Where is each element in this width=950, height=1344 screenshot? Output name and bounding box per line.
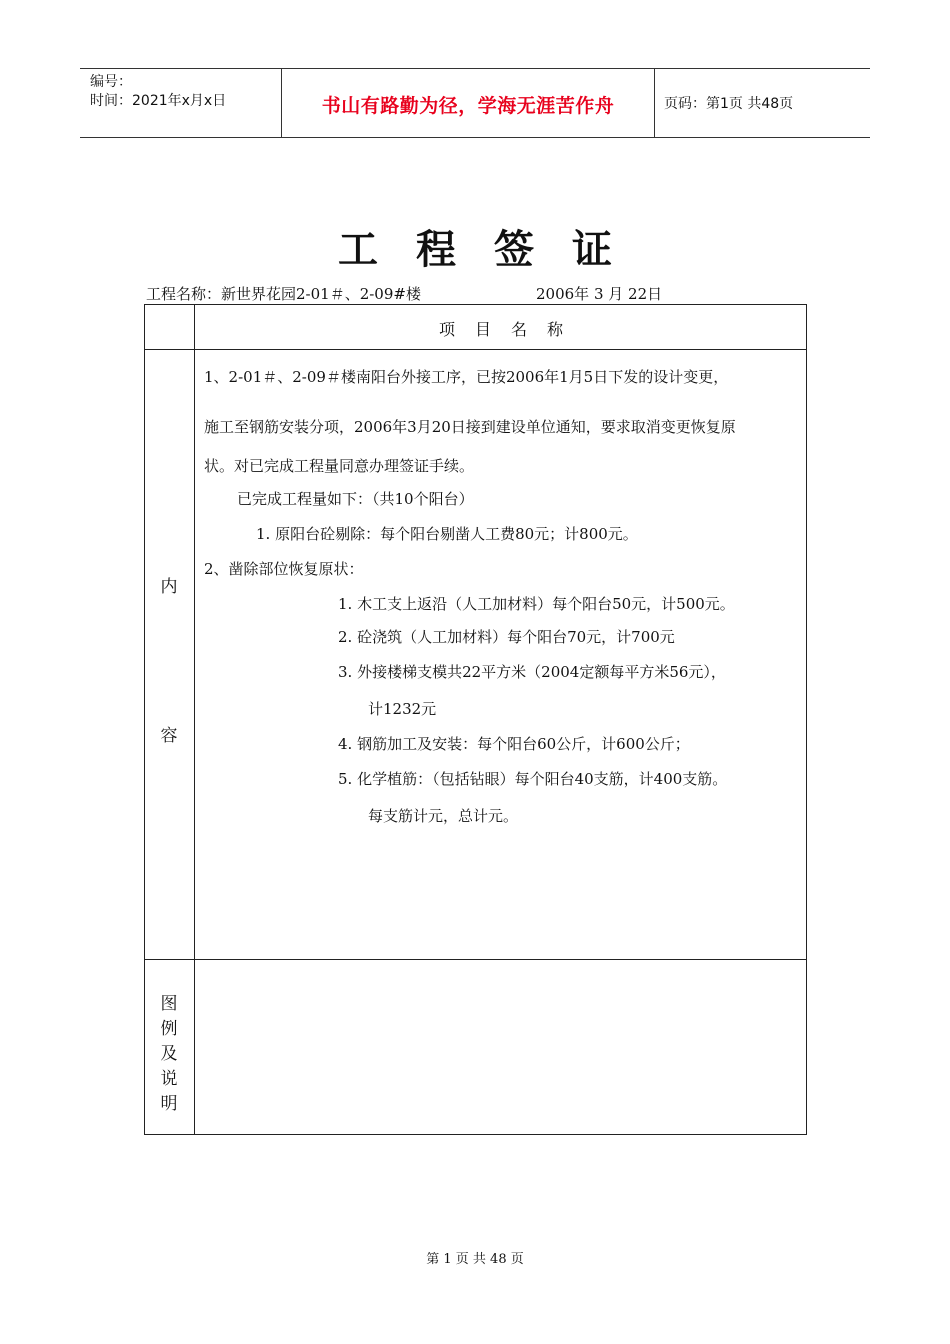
content-line: 3. 外接楼梯支模共22平方米（2004定额每平方米56元），: [338, 663, 726, 681]
page-footer: 第 1 页 共 48 页: [426, 1252, 524, 1267]
table-divider: [144, 959, 807, 960]
content-line: 2、凿除部位恢复原状：: [204, 560, 364, 578]
content-line: 4. 钢筋加工及安装：每个阳台60公斤，计600公斤；: [338, 735, 690, 753]
project-name: 工程名称：新世界花园2-01＃、2-09#楼: [146, 285, 421, 303]
header-left: [90, 73, 226, 111]
content-line: 2. 砼浇筑（人工加材料）每个阳台70元，计700元: [338, 628, 675, 646]
content-line: 5. 化学植筋：（包括钻眼）每个阳台40支筋，计400支筋。: [338, 770, 728, 788]
legend-label: 例: [160, 1019, 178, 1039]
content-line: 每支筋计元，总计元。: [368, 807, 519, 825]
time-label: 时间：2021年x月x日: [90, 93, 227, 109]
document-date: 2006年 3 月 22日: [536, 285, 663, 303]
header-divider: [654, 69, 655, 137]
legend-label: 说: [160, 1069, 178, 1089]
content-label: 容: [160, 726, 178, 746]
content-line: 1. 木工支上返沿（人工加材料）每个阳台50元，计500元。: [338, 595, 735, 613]
document-header: [80, 68, 870, 138]
legend-label: 及: [160, 1044, 178, 1064]
page-info: 页码：第1页 共48页: [664, 96, 794, 112]
code-label: 编号：: [90, 74, 132, 90]
content-line: 已完成工程量如下：（共10个阳台）: [237, 490, 474, 508]
page-title: 工程签证: [338, 226, 650, 273]
header-motto: 书山有路勤为径，学海无涯苦作舟: [321, 95, 615, 117]
column-header: 项目名称: [438, 320, 583, 339]
content-line: 1、2-01＃、2-09＃楼南阳台外接工序，已按2006年1月5日下发的设计变更，: [204, 368, 729, 386]
content-line: 1. 原阳台砼剔除：每个阳台剔凿人工费80元；计800元。: [256, 525, 638, 543]
content-line: 状。对已完成工程量同意办理签证手续。: [204, 457, 475, 475]
content-line: 施工至钢筋安装分项，2006年3月20日接到建设单位通知，要求取消变更恢复原: [204, 418, 736, 436]
table-divider: [144, 349, 807, 350]
table-column-divider: [194, 304, 195, 1135]
content-label: 内: [160, 577, 178, 597]
legend-label: 明: [160, 1094, 178, 1114]
legend-label: 图: [160, 994, 178, 1014]
content-line: 计1232元: [368, 700, 437, 718]
